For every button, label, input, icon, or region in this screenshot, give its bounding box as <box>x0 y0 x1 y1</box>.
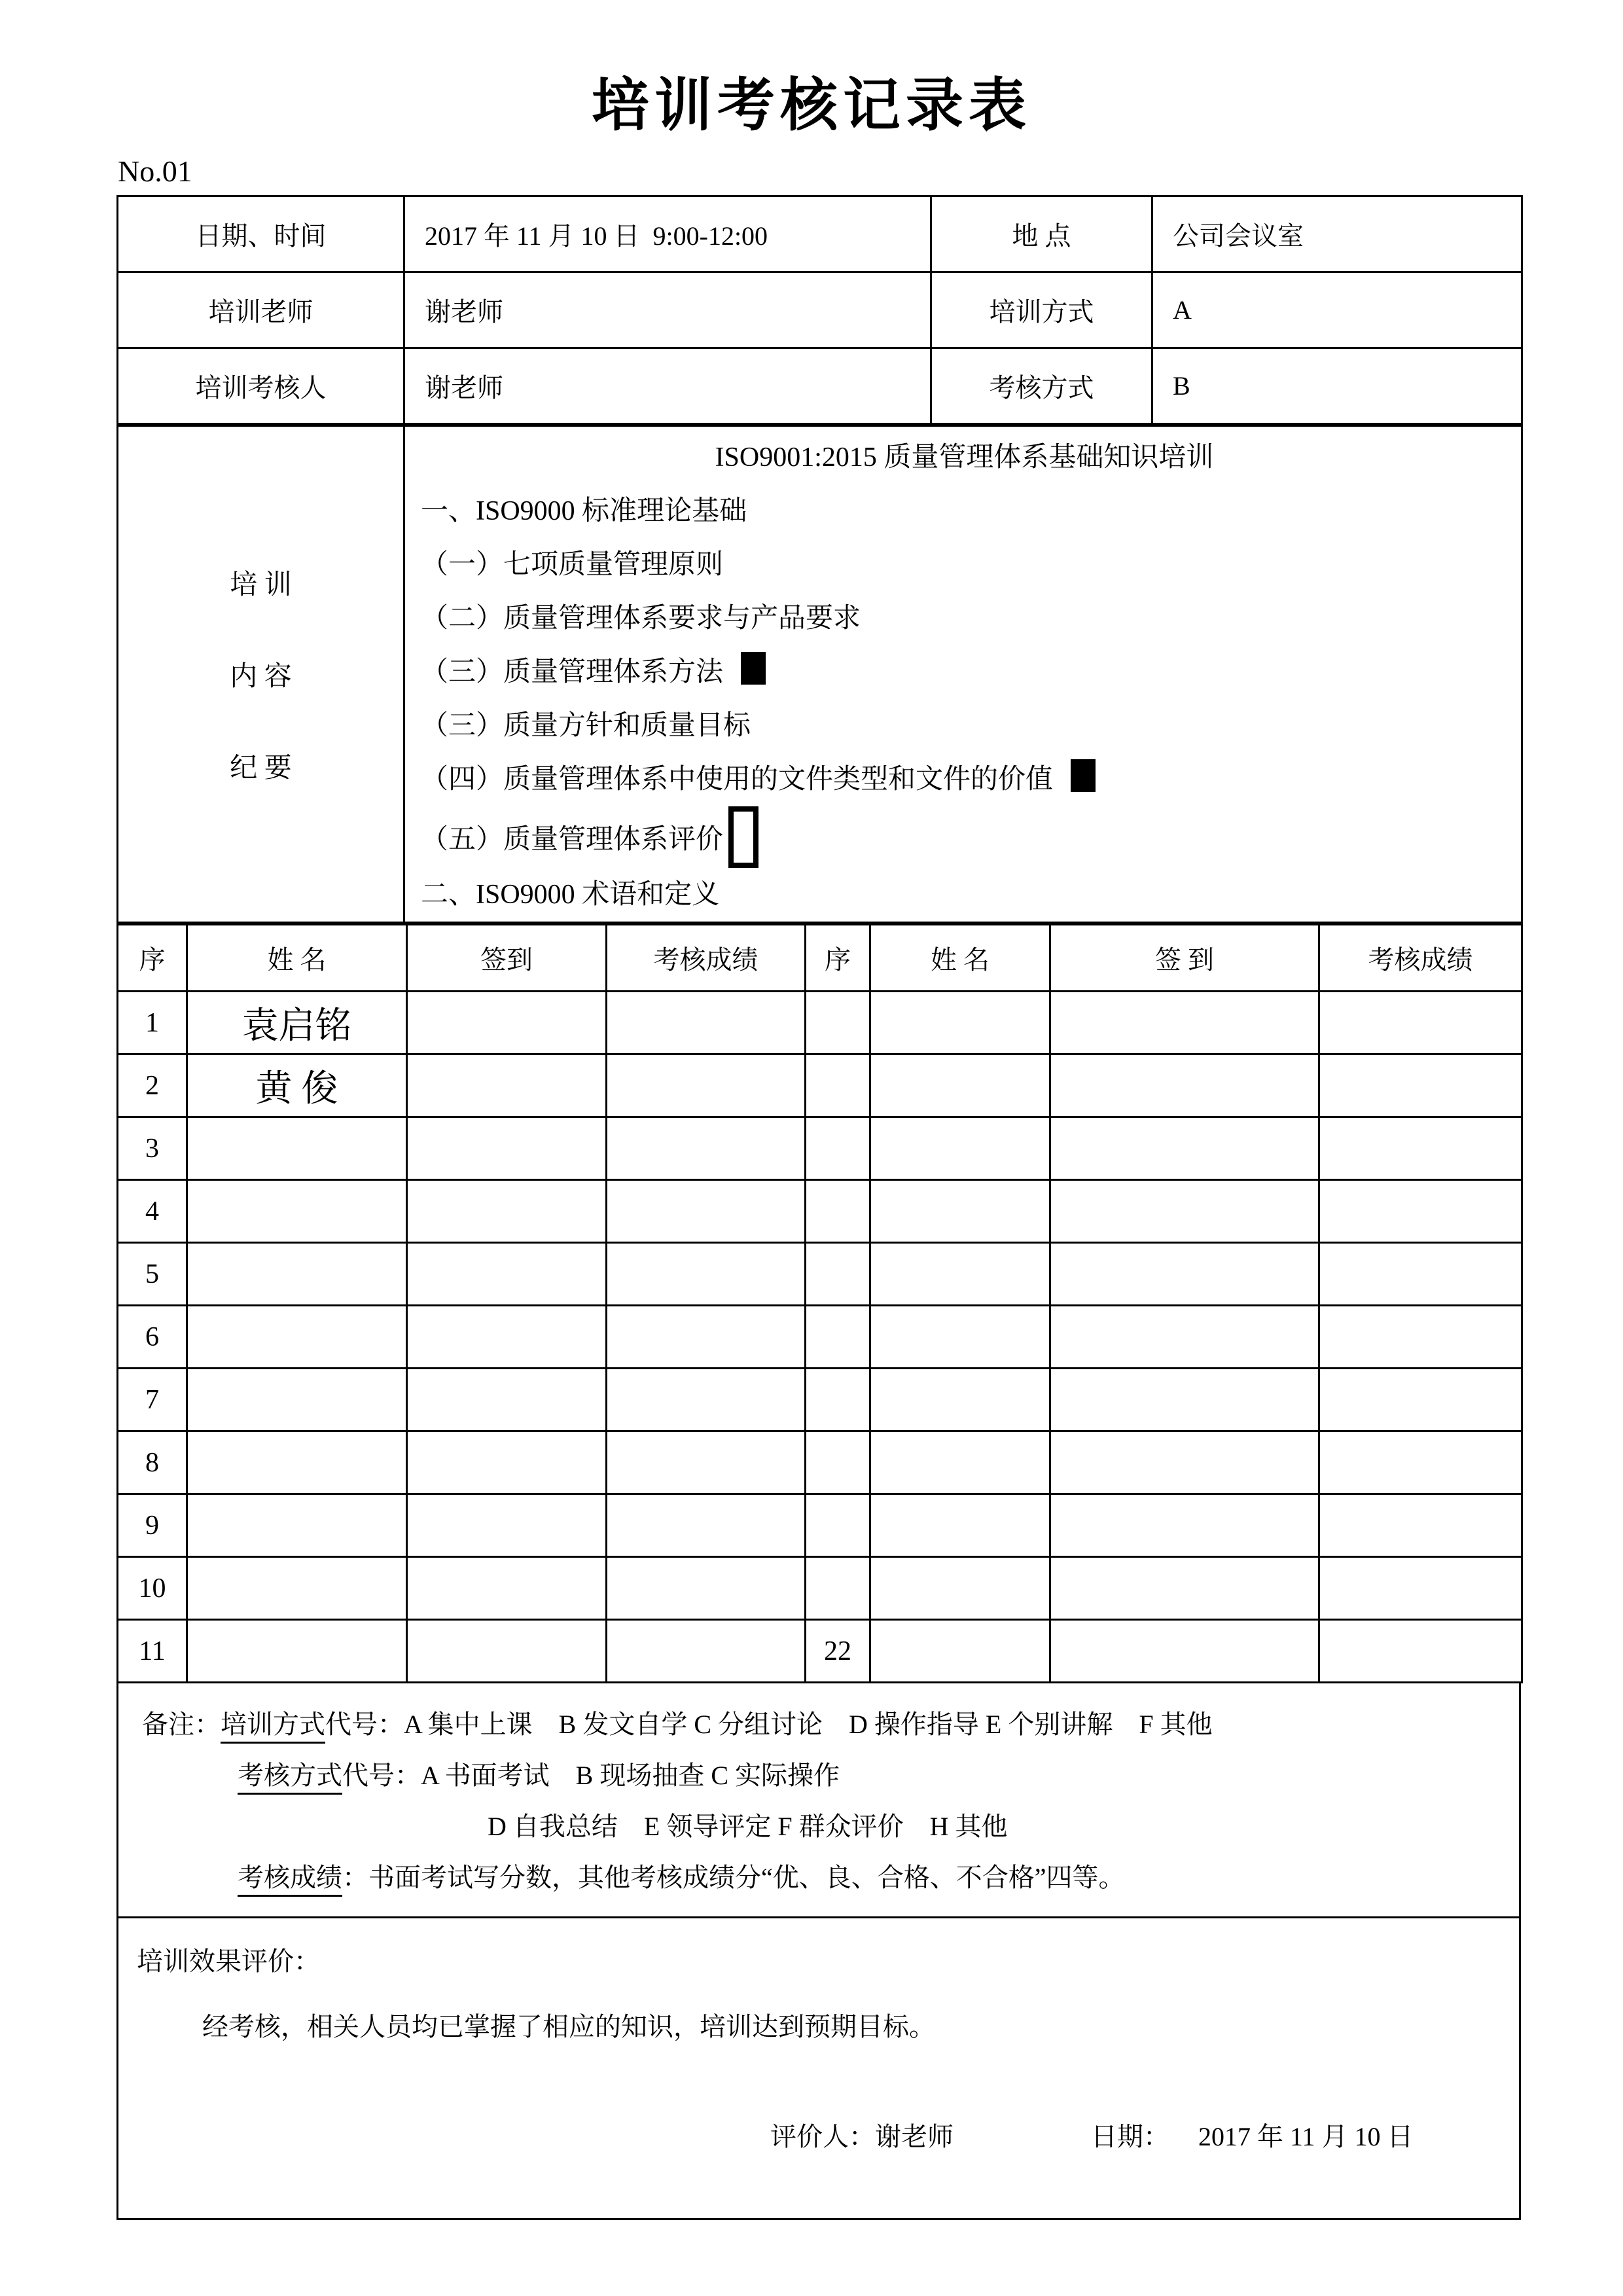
sign-in-cell-2 <box>1050 1306 1319 1369</box>
hollow-box-marker <box>728 806 758 868</box>
sign-in-cell-2 <box>1050 1369 1319 1431</box>
score-cell-2 <box>1319 1117 1522 1180</box>
sign-in-cell <box>407 1494 607 1557</box>
sign-in-cell <box>407 992 607 1054</box>
evaluation-body: 经考核，相关人员均已掌握了相应的知识，培训达到预期目标。 <box>202 2012 935 2042</box>
remarks-label: 备注： <box>142 1710 221 1740</box>
name-cell-2 <box>870 1369 1050 1431</box>
name-header: 姓 名 <box>187 925 407 992</box>
score-cell <box>607 1180 806 1243</box>
score-cell <box>607 992 806 1054</box>
name-cell-2 <box>870 1306 1050 1369</box>
score-header: 考核成绩 <box>607 925 806 992</box>
name-cell-2 <box>870 1117 1050 1180</box>
remark-line-assess-method: 考核方式代号：A 书面考试 B 现场抽查 C 实际操作 <box>142 1750 1499 1801</box>
seq-header: 序 <box>118 925 187 992</box>
score-cell <box>607 1431 806 1494</box>
content-label-line: 培 训 <box>230 570 292 601</box>
score-cell <box>607 1620 806 1683</box>
sign-in-cell <box>407 1243 607 1306</box>
score-cell-2 <box>1319 1306 1522 1369</box>
seq-cell: 2 <box>118 1054 187 1117</box>
content-label-line: 纪 要 <box>230 753 292 784</box>
content-line: （三）质量方针和质量目标 <box>421 711 751 742</box>
datetime-value: 2017 年 11 月 10 日 9:00-12:00 <box>404 196 931 272</box>
seq-cell-2 <box>806 1243 870 1306</box>
seq-header-2: 序 <box>806 925 870 992</box>
remark-line-score: 考核成绩：书面考试写分数，其他考核成绩分“优、良、合格、不合格”四等。 <box>142 1852 1499 1903</box>
score-cell <box>607 1494 806 1557</box>
attendance-row <box>118 1054 1522 1117</box>
filled-square-marker <box>741 652 766 685</box>
seq-cell-2 <box>806 1117 870 1180</box>
name-header-2: 姓 名 <box>870 925 1050 992</box>
content-line: （二）质量管理体系要求与产品要求 <box>421 603 861 634</box>
sign-in-cell-2 <box>1050 1494 1319 1557</box>
attendance-row <box>118 1494 1522 1557</box>
sign-in-cell-2 <box>1050 1557 1319 1620</box>
evaluator-label: 评价人： <box>770 2122 875 2152</box>
content-line: （五）质量管理体系评价 <box>421 806 1508 868</box>
name-cell: 袁启铭 <box>187 992 407 1054</box>
score-cell-2 <box>1319 1180 1522 1243</box>
training-content-table <box>116 425 1523 924</box>
seq-cell-2: 22 <box>806 1620 870 1683</box>
attendance-row <box>118 992 1522 1054</box>
name-cell <box>187 1494 407 1557</box>
content-section-label <box>118 426 404 923</box>
content-body <box>404 426 1522 923</box>
seq-cell-2 <box>806 992 870 1054</box>
attendance-row <box>118 1243 1522 1306</box>
score-cell-2 <box>1319 1369 1522 1431</box>
seq-cell: 9 <box>118 1494 187 1557</box>
seq-cell-2 <box>806 1306 870 1369</box>
doc-number: No.01 <box>118 154 192 188</box>
score-cell <box>607 1117 806 1180</box>
seq-cell: 5 <box>118 1243 187 1306</box>
evaluation-signature-line <box>137 2078 1499 2196</box>
seq-cell: 1 <box>118 992 187 1054</box>
content-line: （四）质量管理体系中使用的文件类型和文件的价值 <box>421 753 1508 806</box>
name-cell-2 <box>870 1620 1050 1683</box>
training-content-row <box>118 426 1522 923</box>
date-value: 2017 年 11 月 10 日 <box>1198 2122 1414 2152</box>
sign-in-cell-2 <box>1050 1117 1319 1180</box>
attendance-row <box>118 1557 1522 1620</box>
name-cell-2 <box>870 1431 1050 1494</box>
sign-in-cell-2 <box>1050 1054 1319 1117</box>
name-cell <box>187 1243 407 1306</box>
evaluation-heading: 培训效果评价： <box>137 1946 320 1977</box>
content-line: 二、ISO9000 术语和定义 <box>421 880 720 910</box>
score-header-2: 考核成绩 <box>1319 925 1522 992</box>
score-cell-2 <box>1319 1620 1522 1683</box>
sign-in-cell-2 <box>1050 992 1319 1054</box>
evaluator-name: 谢老师 <box>875 2122 954 2152</box>
attendance-row <box>118 1306 1522 1369</box>
score-term: 考核成绩 <box>238 1863 342 1897</box>
sign-in-cell-2 <box>1050 1431 1319 1494</box>
seq-cell-2 <box>806 1494 870 1557</box>
seq-cell: 4 <box>118 1180 187 1243</box>
score-cell <box>607 1306 806 1369</box>
sign-in-cell <box>407 1620 607 1683</box>
content-line: （一）七项质量管理原则 <box>421 550 724 581</box>
name-cell <box>187 1180 407 1243</box>
score-cell <box>607 1557 806 1620</box>
attendance-header-row <box>118 925 1522 992</box>
score-cell-2 <box>1319 1054 1522 1117</box>
training-record-form <box>116 195 1521 2220</box>
sign-in-cell <box>407 1054 607 1117</box>
content-label-line: 内 容 <box>230 662 292 692</box>
sign-in-cell-2 <box>1050 1620 1319 1683</box>
score-cell-2 <box>1319 1243 1522 1306</box>
score-cell <box>607 1369 806 1431</box>
name-cell-2 <box>870 1557 1050 1620</box>
name-cell: 黄 俊 <box>187 1054 407 1117</box>
seq-cell-2 <box>806 1054 870 1117</box>
name-cell <box>187 1557 407 1620</box>
assessor-value: 谢老师 <box>404 348 931 424</box>
seq-cell: 10 <box>118 1557 187 1620</box>
sign-in-cell-2 <box>1050 1180 1319 1243</box>
attendance-row <box>118 1180 1522 1243</box>
info-row-assessor <box>118 348 1522 424</box>
assess-method-label: 考核方式 <box>931 348 1152 424</box>
name-cell-2 <box>870 1180 1050 1243</box>
location-value: 公司会议室 <box>1152 196 1522 272</box>
assessor-label: 培训考核人 <box>118 348 404 424</box>
content-line: 一、ISO9000 标准理论基础 <box>421 496 747 527</box>
score-cell-2 <box>1319 1557 1522 1620</box>
score-cell <box>607 1243 806 1306</box>
location-label: 地 点 <box>931 196 1152 272</box>
datetime-label: 日期、时间 <box>118 196 404 272</box>
seq-cell: 3 <box>118 1117 187 1180</box>
seq-cell-2 <box>806 1431 870 1494</box>
evaluation-section <box>116 1918 1521 2220</box>
info-row-datetime <box>118 196 1522 272</box>
info-table <box>116 195 1523 425</box>
training-method-value: A <box>1152 272 1522 348</box>
seq-cell-2 <box>806 1369 870 1431</box>
attendance-table <box>116 924 1523 1683</box>
seq-cell-2 <box>806 1557 870 1620</box>
attendance-row <box>118 1431 1522 1494</box>
sign-in-cell-2 <box>1050 1243 1319 1306</box>
attendance-row <box>118 1620 1522 1683</box>
sign-in-cell <box>407 1431 607 1494</box>
name-cell <box>187 1620 407 1683</box>
trainer-value: 谢老师 <box>404 272 931 348</box>
remarks-section <box>116 1683 1521 1918</box>
seq-cell-2 <box>806 1180 870 1243</box>
name-cell <box>187 1369 407 1431</box>
date-label: 日期： <box>1091 2122 1169 2152</box>
sign-in-cell <box>407 1180 607 1243</box>
filled-square-marker <box>1071 759 1096 792</box>
name-cell <box>187 1117 407 1180</box>
sign-in-cell <box>407 1306 607 1369</box>
attendance-row <box>118 1369 1522 1431</box>
content-heading: ISO9001:2015 质量管理体系基础知识培训 <box>715 442 1214 473</box>
attendance-row <box>118 1117 1522 1180</box>
sign-in-cell <box>407 1369 607 1431</box>
score-cell-2 <box>1319 1431 1522 1494</box>
name-cell-2 <box>870 1054 1050 1117</box>
seq-cell: 11 <box>118 1620 187 1683</box>
name-cell-2 <box>870 1243 1050 1306</box>
sign-in-header-2: 签 到 <box>1050 925 1319 992</box>
remark-line-training-method: 备注：培训方式代号：A 集中上课 B 发文自学 C 分组讨论 D 操作指导 E 个别讲解 F 其他 <box>142 1699 1499 1750</box>
score-cell <box>607 1054 806 1117</box>
trainer-label: 培训老师 <box>118 272 404 348</box>
score-cell-2 <box>1319 992 1522 1054</box>
name-cell-2 <box>870 992 1050 1054</box>
assess-method-term: 考核方式 <box>238 1761 342 1795</box>
seq-cell: 7 <box>118 1369 187 1431</box>
score-cell-2 <box>1319 1494 1522 1557</box>
sign-in-cell <box>407 1557 607 1620</box>
name-cell <box>187 1306 407 1369</box>
sign-in-cell <box>407 1117 607 1180</box>
page-title: 培训考核记录表 <box>591 75 1031 138</box>
seq-cell: 6 <box>118 1306 187 1369</box>
assess-method-value: B <box>1152 348 1522 424</box>
name-cell <box>187 1431 407 1494</box>
info-row-trainer <box>118 272 1522 348</box>
seq-cell: 8 <box>118 1431 187 1494</box>
training-method-term: 培训方式 <box>221 1710 325 1744</box>
training-method-label: 培训方式 <box>931 272 1152 348</box>
content-line: （三）质量管理体系方法 <box>421 645 1508 699</box>
remark-line-assess-method-cont: D 自我总结 E 领导评定 F 群众评价 H 其他 <box>488 1812 1008 1842</box>
name-cell-2 <box>870 1494 1050 1557</box>
sign-in-header: 签到 <box>407 925 607 992</box>
